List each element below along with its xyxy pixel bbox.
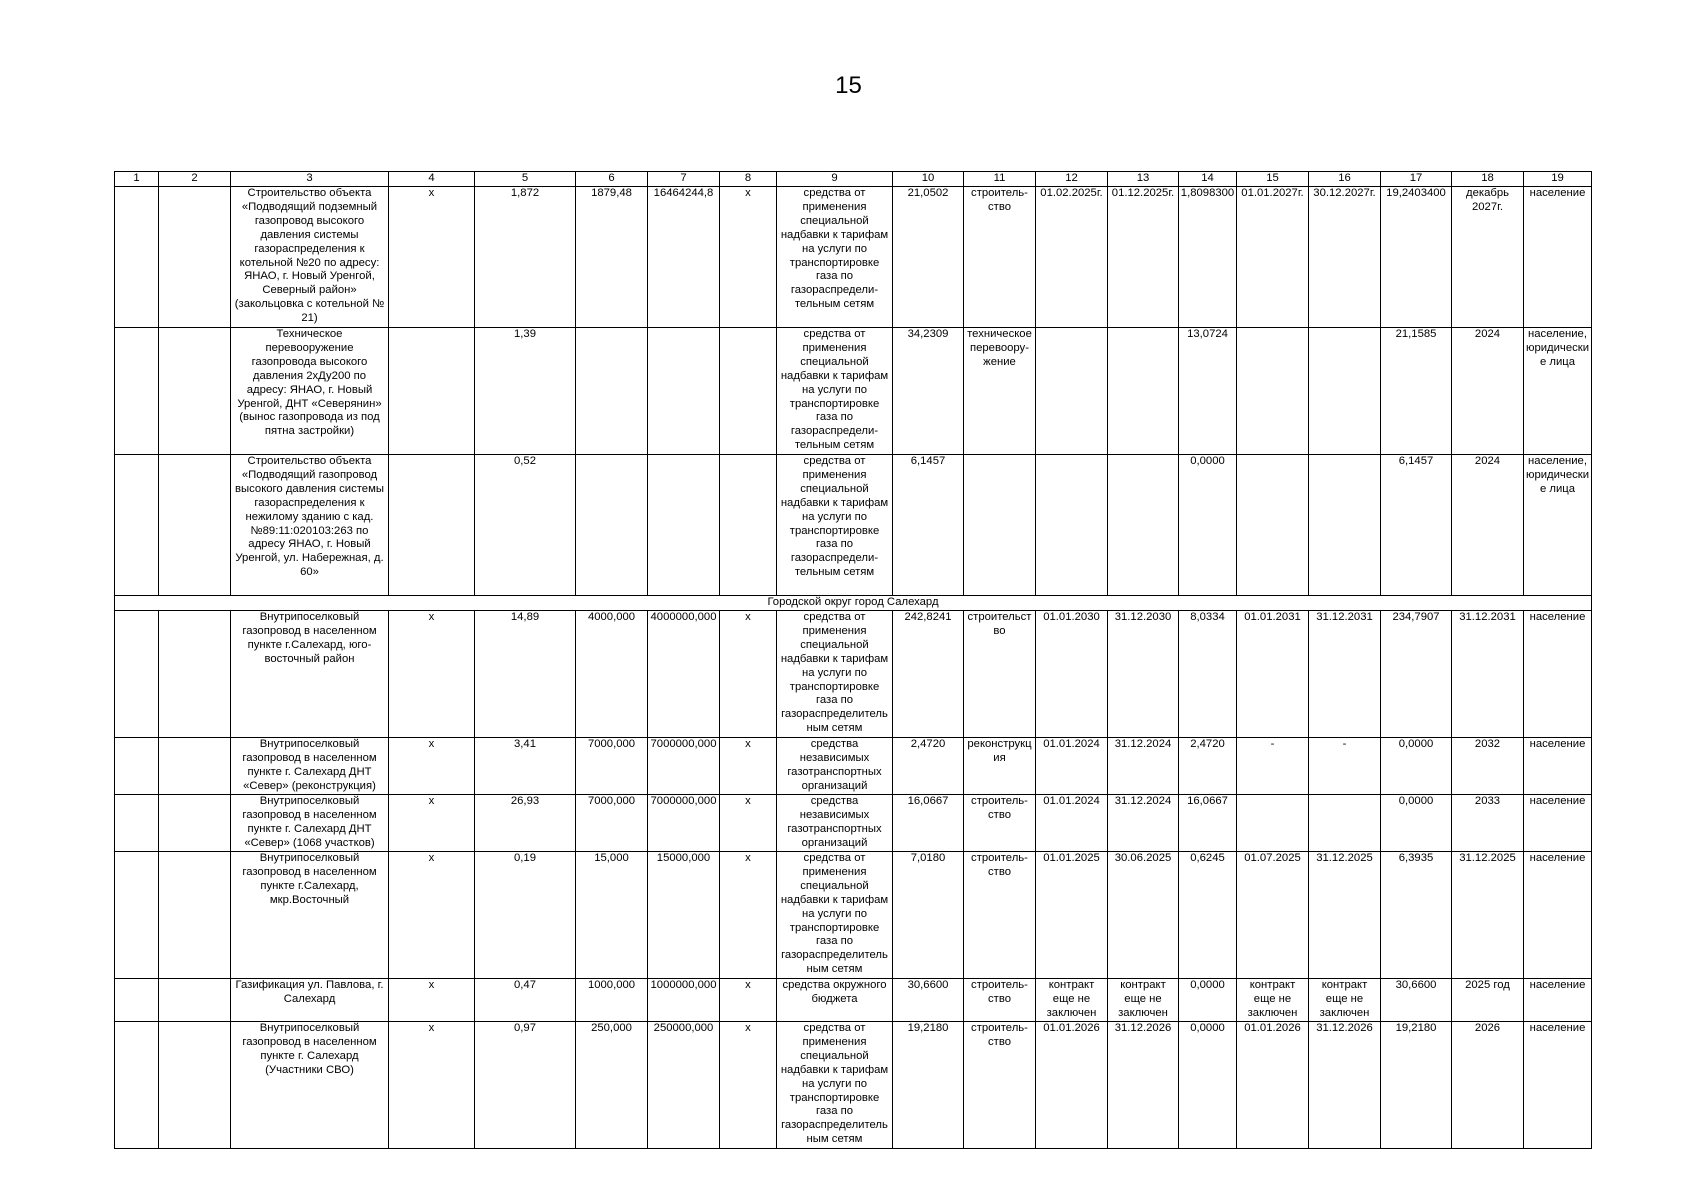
cell-7: 7000000,000 <box>648 795 720 852</box>
cost-cell: 19,2180 <box>893 1022 964 1149</box>
cell-17: 6,3935 <box>1381 852 1452 979</box>
end-date-cell: 31.12.2026 <box>1108 1022 1179 1149</box>
page-number: 15 <box>835 72 862 99</box>
funding-source-cell: средства от применения специальной надбавки к тарифам на услуги по транспортировке газа по газораспредели-тельным сетям <box>777 328 893 455</box>
completion-cell: 2033 <box>1452 795 1524 852</box>
cell-17: 30,6600 <box>1381 979 1452 1022</box>
consumer-cell: население <box>1524 738 1592 795</box>
end-date-cell <box>1108 328 1179 455</box>
table-row <box>115 455 1592 596</box>
section-title: Городской округ город Салехард <box>115 596 1592 611</box>
cell-16: - <box>1309 738 1381 795</box>
funding-source-cell: средства от применения специальной надбавки к тарифам на услуги по транспортировке газа по газораспределительным сетям <box>777 611 893 738</box>
cell-4: х <box>389 611 475 738</box>
row-number-cell <box>115 328 159 455</box>
row-number-cell <box>115 187 159 328</box>
completion-cell: 2032 <box>1452 738 1524 795</box>
cell-4 <box>389 455 475 596</box>
object-name-cell: Внутрипоселковый газопровод в населенном пункте г.Салехард, мкр.Восточный <box>231 852 389 979</box>
cell-6: 250,000 <box>576 1022 648 1149</box>
column-number: 12 <box>1036 172 1108 187</box>
funding-source-cell: средства от применения специальной надбавки к тарифам на услуги по транспортировке газа по газораспредели-тельным сетям <box>777 455 893 596</box>
cell-15 <box>1237 795 1309 852</box>
table-row <box>115 852 1592 979</box>
cell-7 <box>648 328 720 455</box>
cell-14: 0,0000 <box>1179 455 1237 596</box>
funding-source-cell: средства независимых газотранспортных организаций <box>777 738 893 795</box>
code-cell <box>159 455 231 596</box>
consumer-cell: население <box>1524 1022 1592 1149</box>
start-date-cell: 01.01.2024 <box>1036 738 1108 795</box>
code-cell <box>159 328 231 455</box>
cell-15: 01.07.2025 <box>1237 852 1309 979</box>
column-number: 6 <box>576 172 648 187</box>
cell-16 <box>1309 328 1381 455</box>
cell-17: 21,1585 <box>1381 328 1452 455</box>
cell-14: 13,0724 <box>1179 328 1237 455</box>
cost-cell: 21,0502 <box>893 187 964 328</box>
consumer-cell: население <box>1524 795 1592 852</box>
funding-source-cell: средства от применения специальной надбавки к тарифам на услуги по транспортировке газа по газораспределительным сетям <box>777 1022 893 1149</box>
row-number-cell <box>115 979 159 1022</box>
row-number-cell <box>115 795 159 852</box>
row-number-cell <box>115 455 159 596</box>
object-name-cell: Внутрипоселковый газопровод в населенном пункте г. Салехард (Участники СВО) <box>231 1022 389 1149</box>
cost-cell: 6,1457 <box>893 455 964 596</box>
cell-6: 1000,000 <box>576 979 648 1022</box>
completion-cell: 2024 <box>1452 455 1524 596</box>
work-type-cell <box>964 455 1036 596</box>
cell-8: х <box>720 795 777 852</box>
work-type-cell: реконструкция <box>964 738 1036 795</box>
length-cell: 26,93 <box>475 795 576 852</box>
work-type-cell: строитель-ство <box>964 187 1036 328</box>
cell-4: х <box>389 187 475 328</box>
cell-17: 6,1457 <box>1381 455 1452 596</box>
row-number-cell <box>115 852 159 979</box>
cell-8: х <box>720 1022 777 1149</box>
length-cell: 0,52 <box>475 455 576 596</box>
cell-15 <box>1237 328 1309 455</box>
column-number: 19 <box>1524 172 1592 187</box>
row-number-cell <box>115 611 159 738</box>
cell-15: - <box>1237 738 1309 795</box>
cell-8: х <box>720 187 777 328</box>
work-type-cell: строитель-ство <box>964 979 1036 1022</box>
cell-17: 19,2403400 <box>1381 187 1452 328</box>
section-row <box>115 596 1592 611</box>
cell-17: 0,0000 <box>1381 738 1452 795</box>
column-number: 14 <box>1179 172 1237 187</box>
cell-6: 4000,000 <box>576 611 648 738</box>
column-number: 4 <box>389 172 475 187</box>
cell-6: 7000,000 <box>576 738 648 795</box>
cell-17: 0,0000 <box>1381 795 1452 852</box>
end-date-cell: 30.06.2025 <box>1108 852 1179 979</box>
cell-15: 01.01.2026 <box>1237 1022 1309 1149</box>
cell-6 <box>576 328 648 455</box>
investment-program-table <box>114 171 1592 1149</box>
start-date-cell: 01.02.2025г. <box>1036 187 1108 328</box>
cell-7: 7000000,000 <box>648 738 720 795</box>
row-number-cell <box>115 738 159 795</box>
cell-7: 15000,000 <box>648 852 720 979</box>
cell-7: 250000,000 <box>648 1022 720 1149</box>
cell-8: х <box>720 738 777 795</box>
cell-4: х <box>389 795 475 852</box>
cell-14: 1,8098300 <box>1179 187 1237 328</box>
work-type-cell: строитель-ство <box>964 795 1036 852</box>
cell-6 <box>576 455 648 596</box>
end-date-cell <box>1108 455 1179 596</box>
cell-4: х <box>389 1022 475 1149</box>
code-cell <box>159 979 231 1022</box>
object-name-cell: Внутрипоселковый газопровод в населенном пункте г. Салехард ДНТ «Север» (реконструкция) <box>231 738 389 795</box>
cell-17: 234,7907 <box>1381 611 1452 738</box>
column-number: 9 <box>777 172 893 187</box>
start-date-cell: 01.01.2026 <box>1036 1022 1108 1149</box>
cell-16 <box>1309 795 1381 852</box>
start-date-cell <box>1036 328 1108 455</box>
cell-16: 31.12.2031 <box>1309 611 1381 738</box>
length-cell: 3,41 <box>475 738 576 795</box>
object-name-cell: Газификация ул. Павлова, г. Салехард <box>231 979 389 1022</box>
consumer-cell: население, юридически е лица <box>1524 455 1592 596</box>
funding-source-cell: средства от применения специальной надбавки к тарифам на услуги по транспортировке газа по газораспредели-тельным сетям <box>777 187 893 328</box>
column-number: 18 <box>1452 172 1524 187</box>
length-cell: 1,39 <box>475 328 576 455</box>
code-cell <box>159 738 231 795</box>
code-cell <box>159 611 231 738</box>
cell-15: 01.01.2031 <box>1237 611 1309 738</box>
cell-14: 8,0334 <box>1179 611 1237 738</box>
column-number: 10 <box>893 172 964 187</box>
end-date-cell: 31.12.2024 <box>1108 738 1179 795</box>
cell-14: 0,0000 <box>1179 979 1237 1022</box>
cell-15 <box>1237 455 1309 596</box>
cell-15: контракт еще не заключен <box>1237 979 1309 1022</box>
column-number-row <box>115 172 1592 187</box>
work-type-cell: строитель-ство <box>964 1022 1036 1149</box>
length-cell: 0,19 <box>475 852 576 979</box>
cell-8 <box>720 455 777 596</box>
cell-6: 7000,000 <box>576 795 648 852</box>
column-number: 11 <box>964 172 1036 187</box>
cell-7: 1000000,000 <box>648 979 720 1022</box>
column-number: 2 <box>159 172 231 187</box>
cell-16 <box>1309 455 1381 596</box>
object-name-cell: Строительство объекта «Подводящий газопровод высокого давления системы газораспределения к нежилому зданию с кад.№89:11:020103:263 по адресу ЯНАО, г. Новый Уренгой, ул. Набережная, д. 60» <box>231 455 389 596</box>
start-date-cell <box>1036 455 1108 596</box>
work-type-cell: строитель-ство <box>964 852 1036 979</box>
object-name-cell: Строительство объекта «Подводящий подземный газопровод высокого давления системы газораспределения к котельной №20 по адресу: ЯНАО, г. Новый Уренгой, Северный район» (закольцовка с котельной № 21) <box>231 187 389 328</box>
length-cell: 0,47 <box>475 979 576 1022</box>
cell-16: 31.12.2025 <box>1309 852 1381 979</box>
cell-7 <box>648 455 720 596</box>
column-number: 1 <box>115 172 159 187</box>
consumer-cell: население <box>1524 611 1592 738</box>
cell-8: х <box>720 979 777 1022</box>
completion-cell: 2026 <box>1452 1022 1524 1149</box>
table-row <box>115 611 1592 738</box>
completion-cell: 2025 год <box>1452 979 1524 1022</box>
cell-7: 4000000,000 <box>648 611 720 738</box>
cell-8: х <box>720 852 777 979</box>
code-cell <box>159 187 231 328</box>
cell-16: 30.12.2027г. <box>1309 187 1381 328</box>
consumer-cell: население <box>1524 979 1592 1022</box>
completion-cell: декабрь 2027г. <box>1452 187 1524 328</box>
column-number: 13 <box>1108 172 1179 187</box>
row-number-cell <box>115 1022 159 1149</box>
cell-16: 31.12.2026 <box>1309 1022 1381 1149</box>
cell-8: х <box>720 611 777 738</box>
column-number: 17 <box>1381 172 1452 187</box>
cost-cell: 7,0180 <box>893 852 964 979</box>
cell-14: 0,6245 <box>1179 852 1237 979</box>
table-row <box>115 979 1592 1022</box>
code-cell <box>159 1022 231 1149</box>
cell-14: 2,4720 <box>1179 738 1237 795</box>
cell-7: 16464244,8 <box>648 187 720 328</box>
cell-16: контракт еще не заключен <box>1309 979 1381 1022</box>
completion-cell: 2024 <box>1452 328 1524 455</box>
cell-4: х <box>389 979 475 1022</box>
cell-4: х <box>389 852 475 979</box>
object-name-cell: Техническое перевооружение газопровода высокого давления 2хДу200 по адресу: ЯНАО, г. Новый Уренгой, ДНТ «Северянин» (вынос газопровода из под пятна застройки) <box>231 328 389 455</box>
consumer-cell: население <box>1524 187 1592 328</box>
cell-6: 15,000 <box>576 852 648 979</box>
start-date-cell: 01.01.2030 <box>1036 611 1108 738</box>
cell-4: х <box>389 738 475 795</box>
cell-17: 19,2180 <box>1381 1022 1452 1149</box>
end-date-cell: контракт еще не заключен <box>1108 979 1179 1022</box>
table-row <box>115 328 1592 455</box>
work-type-cell: строительство <box>964 611 1036 738</box>
code-cell <box>159 852 231 979</box>
column-number: 5 <box>475 172 576 187</box>
funding-source-cell: средства окружного бюджета <box>777 979 893 1022</box>
table-row <box>115 795 1592 852</box>
cell-8 <box>720 328 777 455</box>
consumer-cell: население, юридически е лица <box>1524 328 1592 455</box>
cost-cell: 16,0667 <box>893 795 964 852</box>
funding-source-cell: средства независимых газотранспортных организаций <box>777 795 893 852</box>
column-number: 16 <box>1309 172 1381 187</box>
object-name-cell: Внутрипоселковый газопровод в населенном пункте г. Салехард ДНТ «Север» (1068 участков) <box>231 795 389 852</box>
cost-cell: 30,6600 <box>893 979 964 1022</box>
length-cell: 14,89 <box>475 611 576 738</box>
completion-cell: 31.12.2031 <box>1452 611 1524 738</box>
cell-4 <box>389 328 475 455</box>
table-row <box>115 738 1592 795</box>
work-type-cell: техническое перевоору-жение <box>964 328 1036 455</box>
end-date-cell: 31.12.2030 <box>1108 611 1179 738</box>
consumer-cell: население <box>1524 852 1592 979</box>
object-name-cell: Внутрипоселковый газопровод в населенном пункте г.Салехард, юго-восточный район <box>231 611 389 738</box>
completion-cell: 31.12.2025 <box>1452 852 1524 979</box>
code-cell <box>159 795 231 852</box>
start-date-cell: контракт еще не заключен <box>1036 979 1108 1022</box>
length-cell: 1,872 <box>475 187 576 328</box>
end-date-cell: 01.12.2025г. <box>1108 187 1179 328</box>
funding-source-cell: средства от применения специальной надбавки к тарифам на услуги по транспортировке газа по газораспределительным сетям <box>777 852 893 979</box>
length-cell: 0,97 <box>475 1022 576 1149</box>
cell-15: 01.01.2027г. <box>1237 187 1309 328</box>
cell-6: 1879,48 <box>576 187 648 328</box>
column-number: 7 <box>648 172 720 187</box>
cost-cell: 242,8241 <box>893 611 964 738</box>
cell-14: 0,0000 <box>1179 1022 1237 1149</box>
column-number: 15 <box>1237 172 1309 187</box>
start-date-cell: 01.01.2025 <box>1036 852 1108 979</box>
cost-cell: 34,2309 <box>893 328 964 455</box>
table-row <box>115 1022 1592 1149</box>
end-date-cell: 31.12.2024 <box>1108 795 1179 852</box>
cost-cell: 2,4720 <box>893 738 964 795</box>
column-number: 3 <box>231 172 389 187</box>
table-row <box>115 187 1592 328</box>
column-number: 8 <box>720 172 777 187</box>
start-date-cell: 01.01.2024 <box>1036 795 1108 852</box>
cell-14: 16,0667 <box>1179 795 1237 852</box>
